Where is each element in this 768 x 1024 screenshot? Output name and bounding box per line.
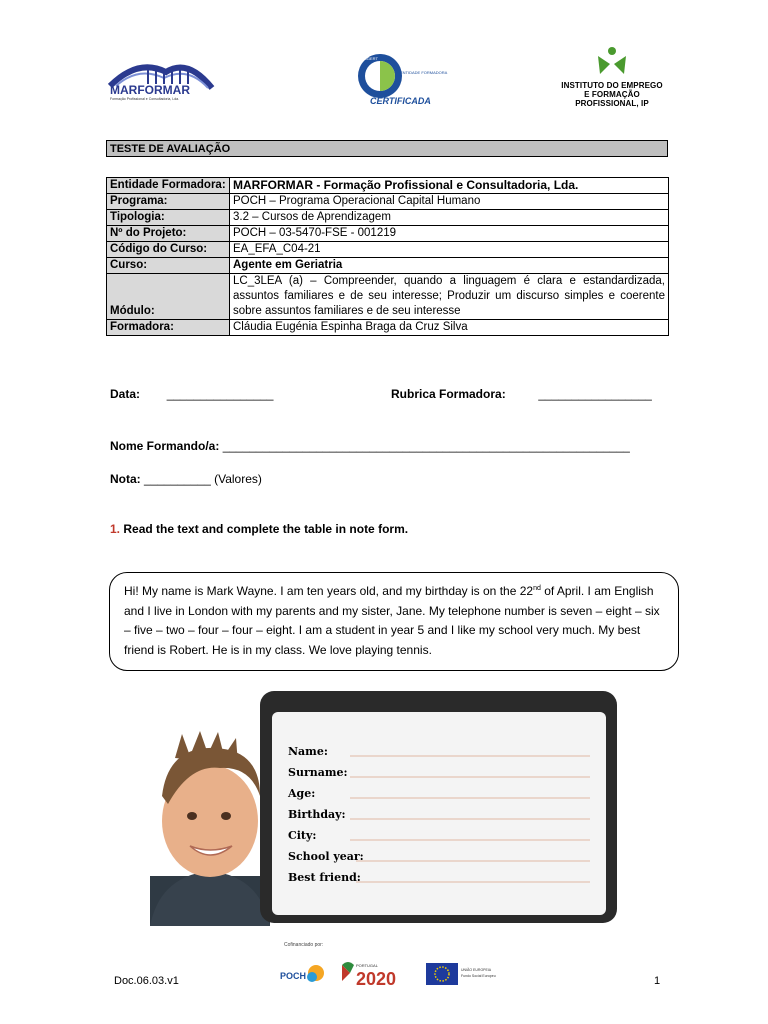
nota-line[interactable]: __________ [144, 472, 211, 486]
table-row [107, 226, 669, 242]
boy-photo [120, 686, 620, 926]
iefp-logo [552, 46, 672, 108]
funding-logos [280, 957, 500, 991]
course-info-table [106, 177, 669, 336]
nome-field[interactable] [110, 439, 630, 453]
reading-part1: Hi! My name is Mark Wayne. I am ten years old, and my birthday is on the 22 [124, 584, 534, 598]
test-title: TESTE DE AVALIAÇÃO [106, 140, 668, 157]
portugal-text: PORTUGAL [356, 963, 378, 968]
projeto-value: POCH – 03-5470-FSE - 001219 [230, 226, 669, 242]
ue-text-1: UNIÃO EUROPEIA [461, 968, 492, 972]
nota-label: Nota: [110, 472, 141, 486]
cofinanciado-label: Cofinanciado por: [284, 942, 324, 948]
tipologia-value: 3.2 – Cursos de Aprendizagem [230, 210, 669, 226]
formadora-value: Cláudia Eugénia Espinha Braga da Cruz Silva [230, 320, 669, 336]
certificada-bottom: CERTIFICADA [370, 96, 431, 106]
data-field[interactable] [110, 387, 273, 401]
data-label: Data: [110, 387, 141, 401]
table-row [107, 210, 669, 226]
data-line[interactable]: ________________ [166, 387, 274, 401]
certificada-badge-icon [356, 52, 448, 108]
portugal-2020-logo [342, 962, 396, 989]
year-text: 2020 [356, 969, 397, 989]
nota-field[interactable] [110, 472, 262, 486]
reading-part2: of April. I am English and I live in London with my parents and my sister, Jane. My telephone number is seven – eight – six – five – two – four – four – eight. I am a student in year 5 and I like my school very much. My best friend is Robert. He is in my class. We love playing tennis. [124, 584, 660, 657]
nota-unit: (Valores) [214, 472, 262, 486]
page-number: 1 [654, 975, 661, 987]
nome-label: Nome Formando/a: [110, 439, 220, 453]
modulo-value: LC_3LEA (a) – Compreender, quando a linguagem é clara e estandardizada, assuntos familiares e de seu interesse; Produzir um discurso simples e coerente sobre assuntos familiares e de seu interesse [230, 274, 669, 320]
tipologia-label: Tipologia: [107, 210, 230, 226]
marformar-bridge-icon [108, 58, 218, 104]
boy-tablet-illustration [120, 686, 620, 926]
tablet-field-school-year: School year: [288, 850, 364, 863]
table-row [107, 194, 669, 210]
table-row [107, 242, 669, 258]
formadora-label: Formadora: [107, 320, 230, 336]
reading-text-box [109, 572, 679, 671]
question-1 [110, 522, 408, 536]
tablet-field-name: Name: [288, 745, 328, 758]
tablet-field-birthday: Birthday: [288, 808, 346, 821]
table-row [107, 178, 669, 194]
iefp-figure-icon [592, 46, 632, 76]
reading-ordinal: nd [533, 585, 541, 592]
table-row [107, 274, 669, 320]
funding-logos-strip [280, 957, 500, 991]
rubrica-label: Rubrica Formadora: [391, 387, 506, 401]
tablet-field-surname: Surname: [288, 766, 348, 779]
marformar-name: MARFORMAR [110, 83, 190, 97]
table-row [107, 258, 669, 274]
codigo-label: Código do Curso: [107, 242, 230, 258]
tablet-field-age: Age: [288, 787, 316, 800]
tablet-field-best-friend: Best friend: [288, 871, 361, 884]
tablet-field-city: City: [288, 829, 317, 842]
rubrica-field[interactable] [391, 387, 652, 401]
poch-logo [280, 965, 324, 982]
programa-label: Programa: [107, 194, 230, 210]
table-row [107, 320, 669, 336]
certificada-logo [356, 52, 448, 108]
marformar-logo [108, 58, 218, 104]
nome-line[interactable]: _____________________________________________________________ [222, 439, 630, 453]
doc-code: Doc.06.03.v1 [114, 975, 179, 987]
rubrica-line[interactable]: _________________ [538, 387, 652, 401]
iefp-line2: E FORMAÇÃO PROFISSIONAL, IP [575, 90, 649, 108]
poch-text: POCH [280, 971, 307, 981]
question-text: Read the text and complete the table in note form. [123, 522, 409, 536]
programa-value: POCH – Programa Operacional Capital Humano [230, 194, 669, 210]
marformar-sub: Formação Profissional e Consultadoria, Lda. [110, 97, 180, 101]
curso-label: Curso: [107, 258, 230, 274]
projeto-label: Nº do Projeto: [107, 226, 230, 242]
certificada-top: DGERT [364, 56, 378, 61]
entidade-label: Entidade Formadora: [107, 178, 230, 194]
certificada-side: ENTIDADE FORMADORA [400, 70, 448, 75]
eu-flag-logo [426, 963, 496, 985]
modulo-label: Módulo: [107, 274, 230, 320]
entidade-value: MARFORMAR - Formação Profissional e Consultadoria, Lda. [230, 178, 669, 194]
codigo-value: EA_EFA_C04-21 [230, 242, 669, 258]
curso-value: Agente em Geriatria [230, 258, 669, 274]
question-number: 1. [110, 522, 121, 536]
iefp-line1: INSTITUTO DO EMPREGO [561, 81, 663, 90]
ue-text-2: Fundo Social Europeu [461, 974, 496, 978]
